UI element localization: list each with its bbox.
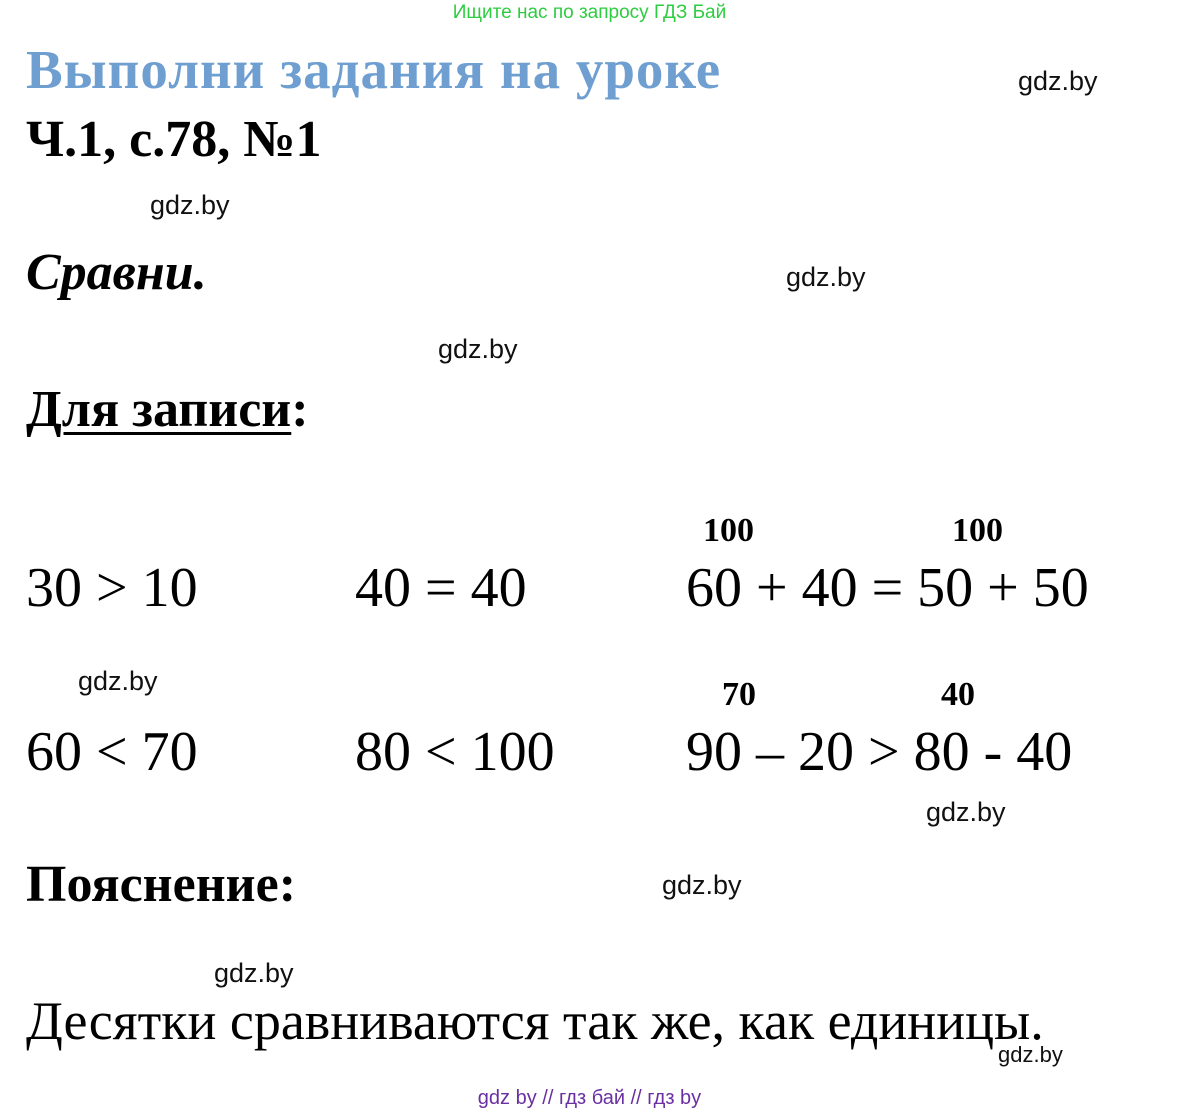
explanation-title: Пояснение: bbox=[26, 856, 297, 913]
explanation-text: Десятки сравниваются так же, как единицы. bbox=[26, 991, 1044, 1051]
watermark: gdz.by bbox=[214, 958, 294, 988]
watermark: gdz.by bbox=[78, 666, 158, 696]
comparison-2: 40 = 40 bbox=[355, 557, 527, 619]
task-instruction: Сравни. bbox=[26, 244, 207, 301]
watermark: gdz.by bbox=[662, 870, 742, 900]
intermediate-result-right: 100 bbox=[952, 512, 1003, 549]
watermark: gdz.by bbox=[786, 262, 866, 292]
intermediate-result-right: 40 bbox=[941, 676, 975, 713]
page-heading: Выполни задания на уроке bbox=[26, 39, 722, 100]
comparison-4: 60 < 70 bbox=[26, 721, 198, 783]
watermark: gdz.by bbox=[150, 190, 230, 220]
comparison-5: 80 < 100 bbox=[355, 721, 555, 783]
record-colon: : bbox=[291, 381, 309, 438]
comparison-3: 60 + 40 = 50 + 50 bbox=[686, 557, 1089, 619]
watermark: gdz.by bbox=[998, 1042, 1063, 1067]
record-label: Для записи bbox=[26, 381, 292, 438]
intermediate-result-left: 100 bbox=[703, 512, 754, 549]
comparison-1: 30 > 10 bbox=[26, 557, 198, 619]
comparison-6: 90 – 20 > 80 - 40 bbox=[686, 721, 1073, 783]
watermark: gdz.by bbox=[438, 334, 518, 364]
watermark: gdz.by bbox=[926, 797, 1006, 827]
top-banner: Ищите нас по запросу ГДЗ Бай bbox=[452, 2, 727, 23]
watermark: gdz.by bbox=[1018, 66, 1098, 96]
footer-links: gdz by // гдз бай // гдз by bbox=[477, 1087, 702, 1109]
record-heading bbox=[26, 380, 309, 439]
task-reference: Ч.1, с.78, №1 bbox=[26, 111, 322, 168]
intermediate-result-left: 70 bbox=[722, 676, 756, 713]
